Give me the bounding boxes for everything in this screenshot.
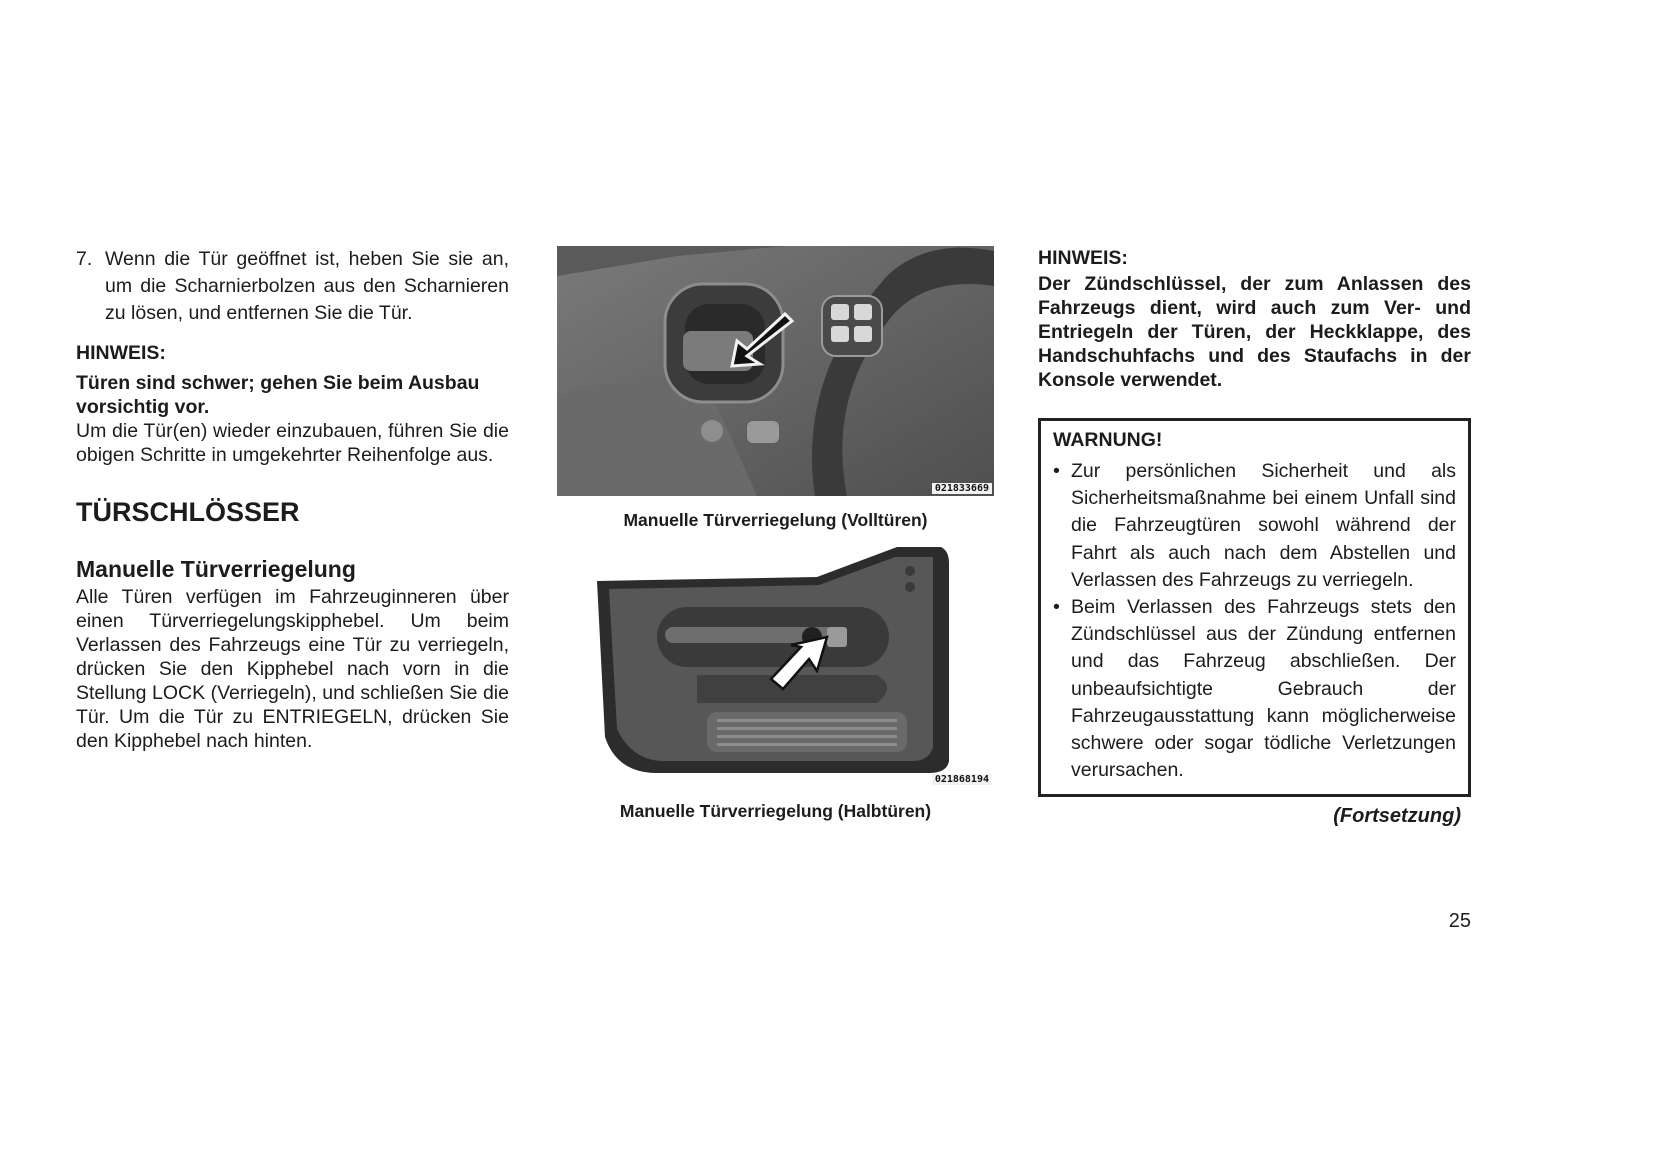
middle-column	[557, 246, 994, 822]
step-text: Wenn die Tür geöffnet ist, heben Sie sie an, um die Scharnierbolzen aus den Scharnieren zu lösen, und entfernen Sie die Tür.	[105, 248, 509, 324]
warning-item	[1053, 458, 1456, 594]
warning-item-text: Beim Verlassen des Fahrzeugs stets den Zündschlüssel aus der Zündung entfernen und das Fahrzeug abschließen. Der unbeaufsichtigte Gebrauch der Fahrzeugausstattung kann möglicherweise schwere oder sogar tödliche Verletzungen verursachen.	[1071, 596, 1456, 782]
figure-full-door	[557, 246, 994, 496]
note-body-text: Um die Tür(en) wieder einzubauen, führen Sie die obigen Schritte in umgekehrter Reihenfolge aus.	[76, 420, 509, 466]
section-title: TÜRSCHLÖSSER	[76, 497, 300, 527]
page-number: 25	[1448, 910, 1471, 932]
warning-title: WARNUNG!	[1053, 429, 1163, 451]
step-7	[76, 246, 509, 327]
figure-half-door	[557, 547, 994, 787]
note-bold-text: Türen sind schwer; gehen Sie beim Ausbau vorsichtig vor.	[76, 372, 480, 418]
warning-item	[1053, 594, 1456, 784]
figure-caption-half-doors: Manuelle Türverriegelung (Halbtüren)	[619, 801, 932, 821]
figure-caption-full-doors: Manuelle Türverriegelung (Volltüren)	[623, 510, 928, 530]
subsection-body-text: Alle Türen verfügen im Fahrzeuginneren über einen Türverriegelungskipphebel. Um beim Verlassen des Fahrzeugs eine Tür zu verriegeln, drücken Sie den Kipphebel nach vorn in die Stellung LOCK (Verriegeln), und schließen Sie die Tür. Um die Tür zu ENTRIEGELN, drücken Sie den Kipphebel nach hinten.	[76, 586, 509, 752]
door-lock-photo-full-doors	[557, 246, 994, 496]
warning-box	[1038, 418, 1471, 797]
step-number: 7.	[76, 248, 93, 270]
warning-list	[1053, 458, 1456, 784]
door-lock-photo-half-doors	[557, 547, 994, 787]
subsection-title: Manuelle Türverriegelung	[76, 556, 356, 582]
warning-item-text: Zur persönlichen Sicherheit und als Sicherheitsmaßnahme bei einem Unfall sind die Fahrzeugtüren sowohl während der Fahrt als auch nach dem Abstellen und Verlassen des Fahrzeugs zu verriegeln.	[1071, 460, 1456, 591]
figure-code: 021868194	[932, 774, 992, 785]
bullet: •	[1053, 460, 1060, 482]
bullet: •	[1053, 596, 1060, 619]
figure-code: 021833669	[932, 483, 992, 494]
left-column	[76, 246, 509, 753]
continued-label: (Fortsetzung)	[1333, 805, 1461, 828]
right-column	[1038, 246, 1471, 828]
note-bold-text: Der Zündschlüssel, der zum Anlassen des Fahrzeugs dient, wird auch zum Ver- und Entriegeln der Türen, der Heckklappe, des Handschuhfachs und des Staufachs in der Konsole verwendet.	[1038, 273, 1471, 391]
note-label: HINWEIS:	[1038, 247, 1128, 269]
note-label: HINWEIS:	[76, 342, 166, 364]
